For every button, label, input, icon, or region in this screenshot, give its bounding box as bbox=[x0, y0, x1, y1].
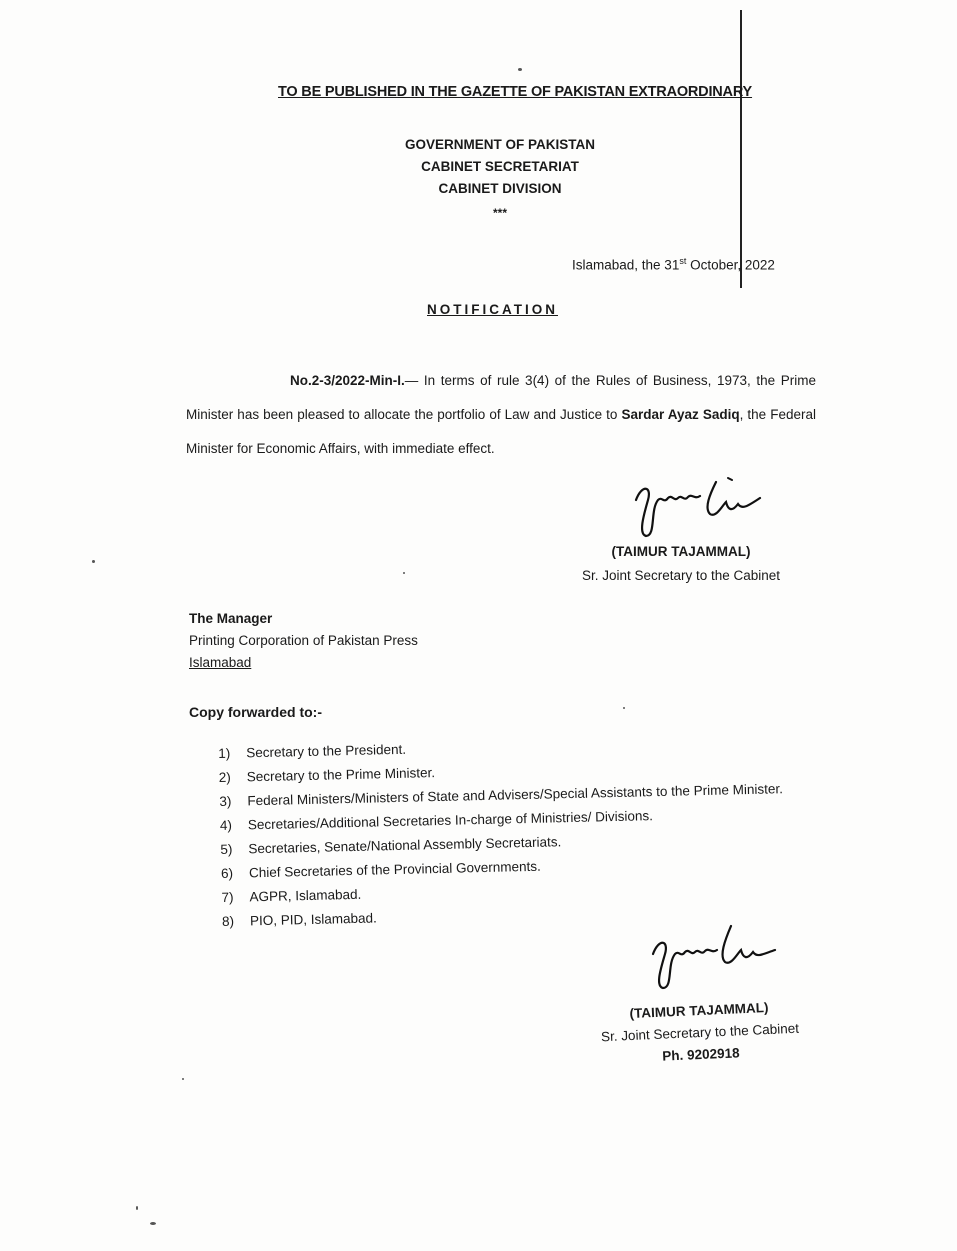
list-item-number: 8) bbox=[221, 913, 235, 929]
scan-speck bbox=[518, 68, 522, 71]
list-item-text: Secretaries/Additional Secretaries In-charge of Ministries/ Divisions. bbox=[247, 808, 654, 833]
copy-list bbox=[218, 728, 832, 934]
signature-2 bbox=[645, 920, 780, 990]
date-suffix: st bbox=[679, 256, 687, 266]
list-item-number: 5) bbox=[220, 841, 233, 857]
gazette-heading: TO BE PUBLISHED IN THE GAZETTE OF PAKISTAN EXTRAORDINARY bbox=[278, 84, 753, 100]
body-text-1: — In terms of rule 3(4) of the Rules of Business, 1973, the Prime Minister has been pleased to allocate the portfolio of Law and Justice to bbox=[186, 373, 816, 422]
list-item-number: 1) bbox=[218, 745, 231, 761]
signer-name-2: (TAIMUR TAJAMMAL) bbox=[629, 999, 769, 1022]
signer-phone: Ph. 9202918 bbox=[661, 1045, 740, 1064]
date-line bbox=[572, 256, 775, 273]
addressee-org: Printing Corporation of Pakistan Press bbox=[189, 633, 418, 648]
signer-title-2: Sr. Joint Secretary to the Cabinet bbox=[600, 1020, 800, 1045]
margin-line bbox=[740, 10, 742, 288]
list-item-number: 7) bbox=[221, 889, 234, 905]
person-name: Sardar Ayaz Sadiq bbox=[621, 407, 740, 422]
scan-speck bbox=[403, 572, 405, 574]
list-item-text: AGPR, Islamabad. bbox=[249, 886, 362, 905]
list-item-text: Secretary to the Prime Minister. bbox=[246, 765, 436, 785]
list-item-text: Secretary to the President. bbox=[246, 741, 407, 761]
scan-speck bbox=[150, 1222, 156, 1225]
signature-1 bbox=[628, 470, 768, 540]
signer-name-1: (TAIMUR TAJAMMAL) bbox=[611, 544, 751, 559]
copy-heading: Copy forwarded to:- bbox=[189, 704, 322, 720]
list-item-number: 4) bbox=[219, 817, 233, 833]
scan-speck bbox=[623, 707, 625, 709]
list-item-number: 3) bbox=[219, 793, 232, 809]
notification-body bbox=[186, 364, 816, 466]
notification-title: NOTIFICATION bbox=[427, 302, 558, 317]
scan-speck bbox=[92, 560, 95, 563]
separator: *** bbox=[492, 206, 507, 220]
list-item-text: PIO, PID, Islamabad. bbox=[249, 910, 378, 929]
scan-speck bbox=[136, 1206, 138, 1210]
list-item-text: Federal Ministers/Ministers of State and Advisers/Special Assistants to the Prime Minister. bbox=[247, 781, 784, 809]
addressee-city: Islamabad bbox=[189, 655, 252, 670]
list-item-number: 6) bbox=[220, 865, 234, 881]
list-item-text: Chief Secretaries of the Provincial Governments. bbox=[248, 858, 541, 881]
org-block bbox=[350, 134, 650, 200]
scan-speck bbox=[182, 1078, 184, 1080]
date-rest: October, 2022 bbox=[686, 257, 775, 273]
reference-number: No.2-3/2022-Min-I. bbox=[290, 373, 405, 388]
date-prefix: Islamabad, the 31 bbox=[572, 257, 680, 273]
org-line-division: CABINET DIVISION bbox=[438, 181, 562, 196]
list-item-number: 2) bbox=[218, 769, 231, 785]
signer-title-1: Sr. Joint Secretary to the Cabinet bbox=[581, 568, 781, 583]
signer-block-1 bbox=[566, 540, 796, 588]
org-line-secretariat: CABINET SECRETARIAT bbox=[421, 159, 579, 174]
addressee-title: The Manager bbox=[189, 611, 273, 626]
addressee-block bbox=[189, 608, 418, 674]
body-text-2: , the Federal Minister for Economic Affairs, with immediate effect. bbox=[186, 407, 817, 456]
list-item-text: Secretaries, Senate/National Assembly Secretariats. bbox=[248, 834, 562, 857]
signer-block-2 bbox=[579, 995, 822, 1071]
org-line-government: GOVERNMENT OF PAKISTAN bbox=[404, 137, 595, 152]
